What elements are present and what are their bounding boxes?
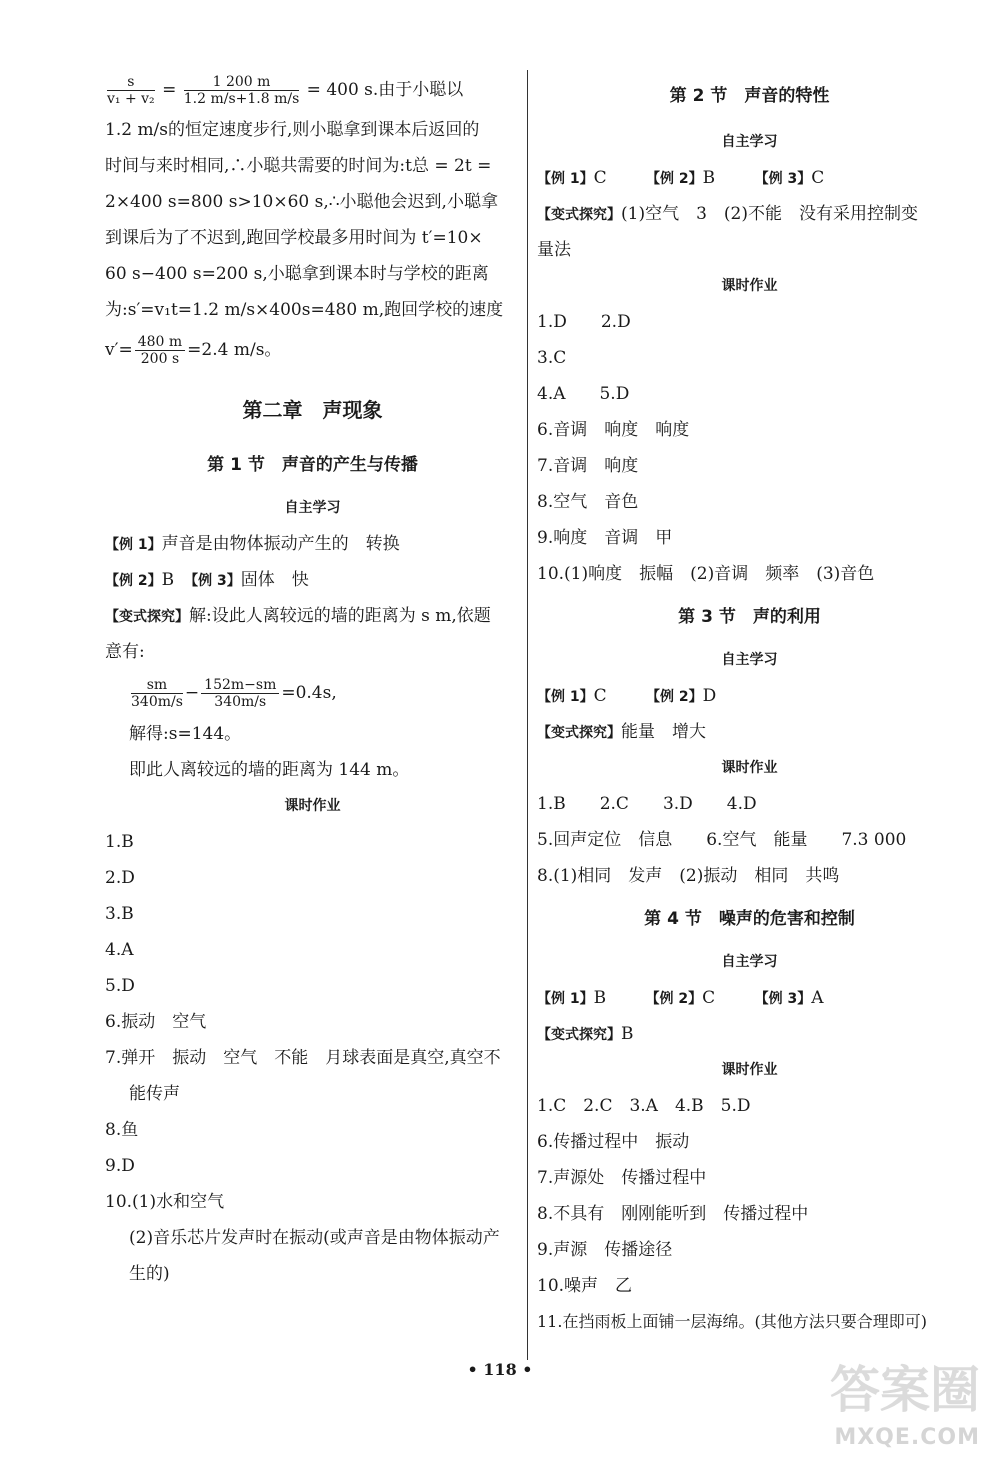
variant-line: 量法 [537,240,571,260]
answer-line: 8.(1)相同 发声 (2)振动 相同 共鸣 [537,866,840,886]
example-tag: 【例 3】 [754,991,812,1007]
answer-line: 8.鱼 [105,1120,139,1140]
example-line [105,562,520,598]
answer-line: 6.音调 响度 响度 [537,420,690,440]
solve-line: 解得:s=144。 [129,724,242,744]
section-title: 第 4 节 噪声的危害和控制 [644,909,855,929]
example-tag: 【例 1】 [537,689,594,705]
subsection-title: 自主学习 [721,652,778,668]
subsection-title: 自主学习 [721,954,778,970]
answer-line: 能传声 [129,1084,180,1104]
answer-line: 8.不具有 刚刚能听到 传播过程中 [537,1204,809,1224]
subsection-title: 自主学习 [284,500,341,516]
denominator: 200 s [140,351,180,367]
answer-line: 10.(1)水和空气 [105,1192,225,1212]
distance-equation [105,670,520,716]
right-column [537,68,962,1340]
answer-line: 3.C [537,348,567,368]
example-tag: 【例 2】 [105,573,162,589]
watermark-logo: 答案圈 [830,1361,980,1419]
velocity-equation [105,328,520,372]
example-tag: 【例 2】 [646,171,703,187]
example-answer: 固体 快 [240,570,309,590]
example-answer: C [593,168,641,188]
denominator: 1.2 m/s+1.8 m/s [183,91,300,107]
example-line [537,980,962,1016]
answer-line: 1.B [105,832,134,852]
example-answer: A [811,988,824,1008]
example-answer: B [702,168,750,188]
answer-line: 11.在挡雨板上面铺一层海绵。(其他方法只要合理即可) [537,1312,927,1331]
fraction [131,677,183,710]
answer-line: 9.D [105,1156,135,1176]
intro-line: 1.2 m/s的恒定速度步行,则小聪拿到课本后返回的 [105,120,480,140]
minus-sign: − [184,683,200,703]
section-title: 第 2 节 声音的特性 [669,86,830,106]
answer-line: 9.声源 传播途径 [537,1240,673,1260]
answer-line: 6.振动 空气 [105,1012,207,1032]
variant-text: 能量 增大 [621,722,706,742]
variant-line [105,598,520,634]
example-tag: 【例 3】 [191,573,241,589]
answer-line: 6.传播过程中 振动 [537,1132,690,1152]
example-line [105,526,520,562]
variant-line [537,1016,962,1052]
denominator: 340m/s [131,694,183,710]
answer-line: (2)音乐芯片发声时在振动(或声音是由物体振动产 [129,1228,500,1248]
answer-line: 10.(1)响度 振幅 (2)音调 频率 (3)音色 [537,564,875,584]
section-title: 第 3 节 声的利用 [678,607,821,627]
variant-tag: 【变式探究】 [537,207,621,223]
variant-tag: 【变式探究】 [537,725,621,741]
velocity-tail: =2.4 m/s。 [187,340,282,360]
example-answer: C [811,168,825,188]
watermark-url: MXQE.COM [834,1425,980,1450]
variant-text: 解:设此人离较远的墙的距离为 s m,依题 [189,606,491,626]
answer-line: 5.回声定位 信息 6.空气 能量 7.3 000 [537,830,907,850]
subsection-title: 课时作业 [721,760,778,776]
example-tag: 【例 3】 [754,171,812,187]
velocity-lhs: v′= [105,340,133,360]
subsection-title: 课时作业 [284,798,341,814]
fraction [201,677,279,710]
answer-line: 5.D [105,976,135,996]
intro-equation [105,68,520,112]
answer-line: 1.C 2.C 3.A 4.B 5.D [537,1096,751,1116]
answer-line: 10.噪声 乙 [537,1276,633,1296]
answer-line: 9.响度 音调 甲 [537,528,673,548]
numerator: 152m−sm [201,677,279,694]
example-line [537,678,962,714]
example-tag: 【例 2】 [646,689,703,705]
variant-line: 意有: [105,642,145,662]
example-answer: 声音是由物体振动产生的 转换 [161,534,400,554]
answer-line: 7.音调 响度 [537,456,639,476]
example-tag: 【例 1】 [105,537,162,553]
answer-line: 2.D [105,868,135,888]
answer-line: 生的) [129,1264,170,1284]
conclusion-line: 即此人离较远的墙的距离为 144 m。 [129,760,410,780]
example-answer: B [593,988,641,1008]
example-tag: 【例 1】 [537,991,594,1007]
watermark [740,1350,980,1450]
subsection-title: 课时作业 [721,278,778,294]
answer-line: 3.B [105,904,134,924]
answer-line: 1.D 2.D [537,312,631,332]
answer-line: 7.弹开 振动 空气 不能 月球表面是真空,真空不 [105,1048,501,1068]
example-answer: B [161,570,192,590]
answer-line: 8.空气 音色 [537,492,639,512]
variant-line [537,196,962,232]
chapter-title: 第二章 声现象 [242,398,383,422]
variant-line [537,714,962,750]
column-divider [527,70,528,1360]
intro-line: 时间与来时相同,∴小聪共需要的时间为:t总 = 2t = [105,156,492,176]
equals-sign: = [162,80,177,100]
section-title: 第 1 节 声音的产生与传播 [207,455,418,475]
page-number: • 118 • [467,1360,533,1379]
example-answer: C [702,988,750,1008]
example-answer: C [593,686,641,706]
example-line [537,160,962,196]
equation-tail: = 400 s.由于小聪以 [306,80,464,100]
subsection-title: 课时作业 [721,1062,778,1078]
answer-line: 4.A 5.D [537,384,630,404]
fraction [135,334,185,367]
numerator: sm [131,677,183,694]
variant-text: B [621,1024,634,1044]
numerator: s [107,74,155,91]
example-tag: 【例 2】 [645,991,703,1007]
example-answer: D [702,686,717,706]
answer-line: 7.声源处 传播过程中 [537,1168,707,1188]
variant-text: (1)空气 3 (2)不能 没有采用控制变 [621,204,918,224]
numerator: 480 m [135,334,185,351]
denominator: v₁ + v₂ [107,91,155,107]
variant-tag: 【变式探究】 [537,1027,621,1043]
intro-line: 60 s−400 s=200 s,小聪拿到课本时与学校的距离 [105,264,489,284]
answer-line: 4.A [105,940,134,960]
example-tag: 【例 1】 [537,171,594,187]
subsection-title: 自主学习 [721,134,778,150]
intro-line: 为:s′=v₁t=1.2 m/s×400s=480 m,跑回学校的速度 [105,300,504,320]
fraction [107,74,155,107]
variant-tag: 【变式探究】 [105,609,189,625]
equation-tail: =0.4s, [281,683,337,703]
fraction [184,74,300,107]
numerator: 1 200 m [184,74,300,91]
denominator: 340m/s [214,694,267,710]
left-column [105,68,520,1292]
intro-line: 到课后为了不迟到,跑回学校最多用时间为 t′=10× [105,228,483,248]
intro-line: 2×400 s=800 s>10×60 s,∴小聪他会迟到,小聪拿 [105,192,498,212]
answer-line: 1.B 2.C 3.D 4.D [537,794,757,814]
